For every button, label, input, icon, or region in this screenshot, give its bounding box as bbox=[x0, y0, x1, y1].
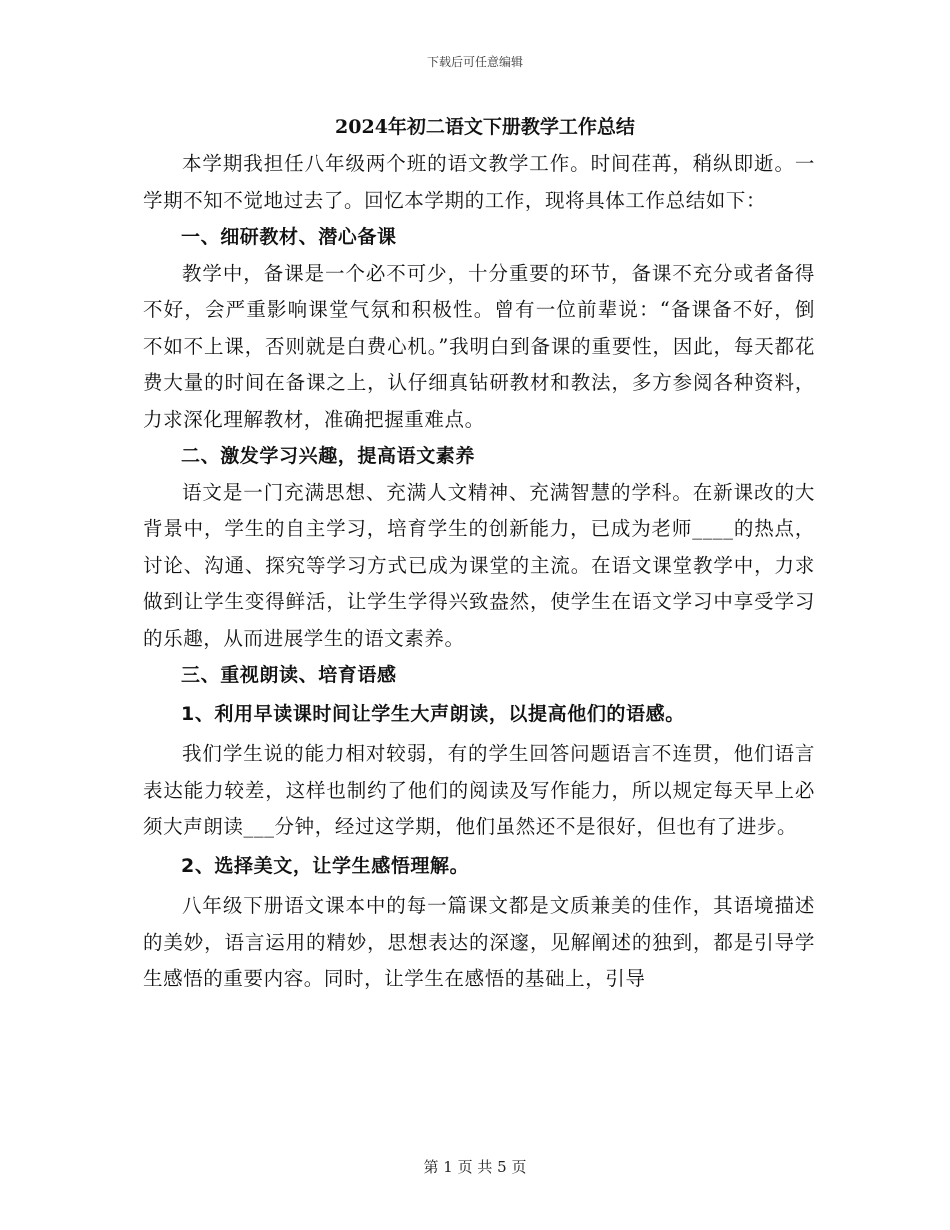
page-header-note: 下载后可任意编辑 bbox=[426, 55, 523, 69]
subsection-heading-2: 2、选择美文，让学生感悟理解。 bbox=[181, 854, 470, 877]
subsection-2-paragraph: 八年级下册语文课本中的每一篇课文都是文质兼美的佳作，其语境描述的美妙，语言运用的精妙，思想表达的深邃，见解阐述的独到，都是引导学生感悟的重要内容。同时，让学生在感悟的基础上，引导 bbox=[143, 894, 815, 990]
section-2-paragraph: 语文是一门充满思想、充满人文精神、充满智慧的学科。在新课改的大背景中，学生的自主学习，培育学生的创新能力，已成为老师____的热点，讨论、沟通、探究等学习方式已成为课堂的主流。在语文课堂教学中，力求做到让学生变得鲜活，让学生学得兴致盎然，使学生在语文学习中享受学习的乐趣，从而进展学生的语文素养。 bbox=[143, 480, 815, 650]
page-number-footer: 第 1 页 共 5 页 bbox=[423, 1158, 527, 1176]
intro-paragraph: 本学期我担任八年级两个班的语文教学工作。时间荏苒，稍纵即逝。一学期不知不觉地过去了。回忆本学期的工作，现将具体工作总结如下： bbox=[143, 152, 815, 212]
document-title: 2024年初二语文下册教学工作总结 bbox=[335, 116, 635, 138]
section-1-paragraph: 教学中，备课是一个必不可少，十分重要的环节，备课不充分或者备得不好，会严重影响课堂气氛和积极性。曾有一位前辈说：“备课备不好，倒不如不上课，否则就是白费心机。”我明白到备课的重要性，因此，每天都花费大量的时间在备课之上，认仔细真钻研教材和教法，多方参阅各种资料，力求深化理解教材，准确把握重难点。 bbox=[143, 261, 815, 431]
section-heading-1: 一、细研教材、潜心备课 bbox=[181, 226, 397, 248]
document-body bbox=[143, 108, 815, 998]
section-heading-3: 三、重视朗读、培育语感 bbox=[181, 664, 397, 686]
subsection-heading-1: 1、利用早读课时间让学生大声朗读，以提高他们的语感。 bbox=[181, 702, 685, 725]
subsection-1-paragraph: 我们学生说的能力相对较弱，有的学生回答问题语言不连贯，他们语言表达能力较差，这样也制约了他们的阅读及写作能力，所以规定每天早上必须大声朗读___分钟，经过这学期，他们虽然还不是很好，但也有了进步。 bbox=[143, 742, 815, 838]
section-heading-2: 二、激发学习兴趣，提高语文素养 bbox=[181, 445, 476, 467]
